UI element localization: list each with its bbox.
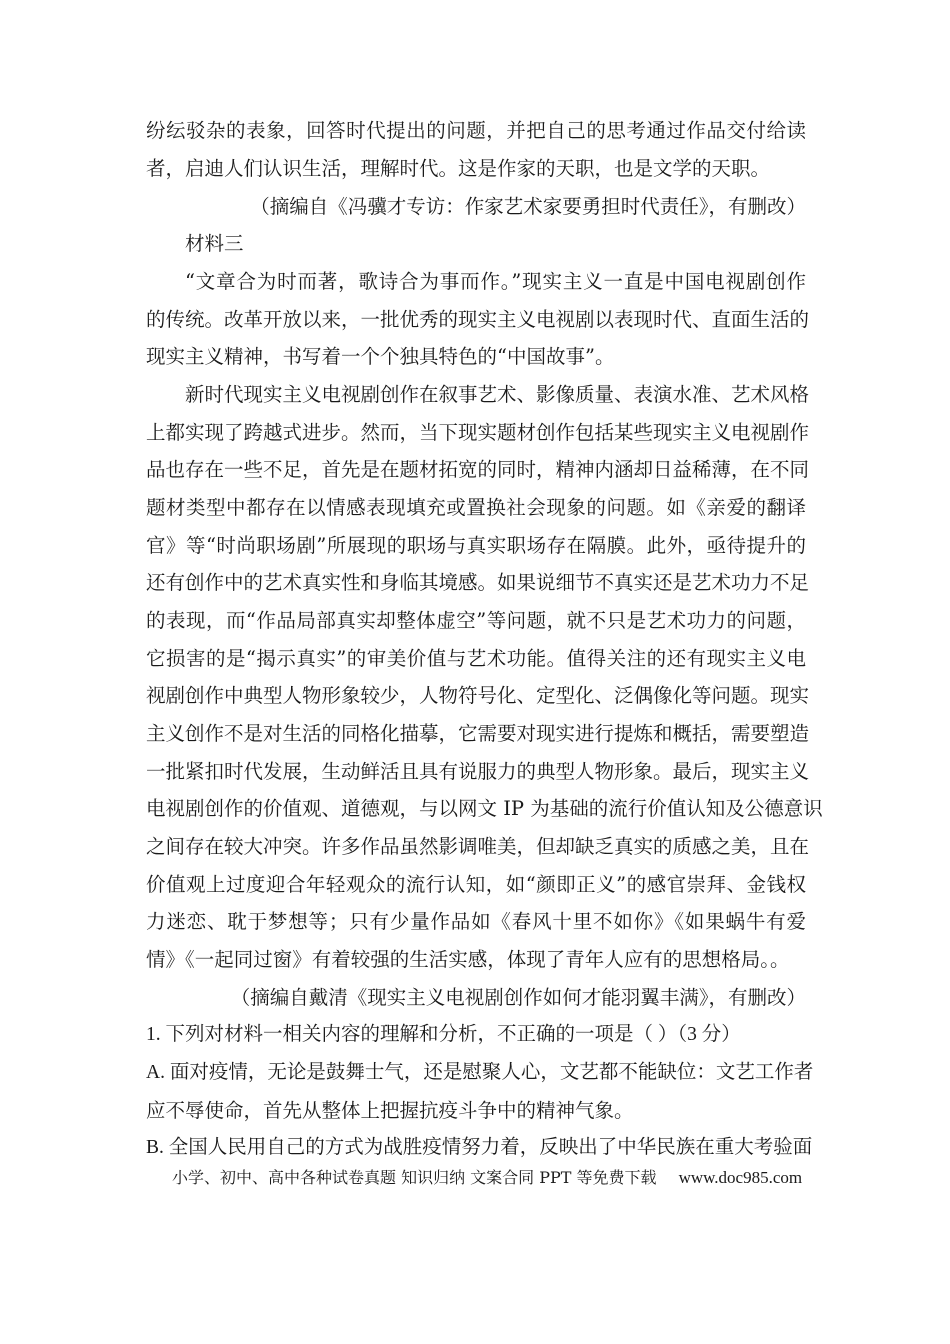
text-line: 还有创作中的艺术真实性和身临其境感。如果说细节不真实还是艺术功力不足 <box>146 571 810 594</box>
page-footer <box>172 1167 802 1189</box>
text-line: 现实主义精神，书写着一个个独具特色的“中国故事”。 <box>146 345 615 368</box>
option-b: B. 全国人民用自己的方式为战胜疫情努力着，反映出了中华民族在重大考验面 <box>146 1137 813 1158</box>
text-line: 价值观上过度迎合年轻观众的流行认知，如“颜即正义”的感官崇拜、金钱权 <box>146 873 806 896</box>
section-heading: 材料三 <box>185 232 244 255</box>
text-line: 视剧创作中典型人物形象较少，人物符号化、定型化、泛偶像化等问题。现实 <box>146 684 810 707</box>
text-line: 新时代现实主义电视剧创作在叙事艺术、影像质量、表演水准、艺术风格 <box>185 383 810 406</box>
text-line: 一批紧扣时代发展，生动鲜活且具有说服力的典型人物形象。最后，现实主义 <box>146 760 810 783</box>
text-line: 力迷恋、耽于梦想等；只有少量作品如《春风十里不如你》《如果蜗牛有爱 <box>146 910 806 933</box>
source-citation: （摘编自《冯骥才专访：作家艺术家要勇担时代责任》，有删改） <box>250 195 806 218</box>
footer-text: 小学、初中、高中各种试卷真题 知识归纳 文案合同 PPT 等免费下载 <box>172 1168 657 1187</box>
text-line: 情》《一起同过窗》有着较强的生活实感，体现了青年人应有的思想格局。。 <box>146 948 790 971</box>
text-line: 纷纭驳杂的表象，回答时代提出的问题，并把自己的思考通过作品交付给读 <box>146 119 806 142</box>
text-line: 品也存在一些不足，首先是在题材拓宽的同时，精神内涵却日益稀薄，在不同 <box>146 458 810 481</box>
question-stem: 1. 下列对材料一相关内容的理解和分析，不正确的一项是（ ）（3 分） <box>146 1024 741 1045</box>
footer-url[interactable]: www.doc985.com <box>678 1168 803 1187</box>
text-line: “文章合为时而著，歌诗合为事而作。”现实主义一直是中国电视剧创作 <box>185 270 806 293</box>
text-line: 题材类型中都存在以情感表现填充或置换社会现象的问题。如《亲爱的翻译 <box>146 496 806 519</box>
text-line: 官》等“时尚职场剧”所展现的职场与真实职场存在隔膜。此外，亟待提升的 <box>146 534 806 557</box>
text-line: 之间存在较大冲突。许多作品虽然影调唯美，但却缺乏真实的质感之美，且在 <box>146 835 810 858</box>
text-line: 的表现，而“作品局部真实却整体虚空”等问题，就不只是艺术功力的问题， <box>146 609 806 632</box>
text-line: 电视剧创作的价值观、道德观，与以网文 IP 为基础的流行价值认知及公德意识 <box>146 797 823 820</box>
source-citation: （摘编自戴清《现实主义电视剧创作如何才能羽翼丰满》，有删改） <box>230 986 806 1009</box>
option-a-continuation: 应不辱使命，首先从整体上把握抗疫斗争中的精神气象。 <box>146 1099 634 1122</box>
text-line: 者，启迪人们认识生活，理解时代。这是作家的天职，也是文学的天职。 <box>146 157 771 180</box>
option-a: A. 面对疫情，无论是鼓舞士气，还是慰聚人心，文艺都不能缺位：文艺工作者 <box>146 1062 814 1083</box>
text-line: 它损害的是“揭示真实”的审美价值与艺术功能。值得关注的还有现实主义电 <box>146 647 806 670</box>
text-line: 主义创作不是对生活的同格化描摹，它需要对现实进行提炼和概括，需要塑造 <box>146 722 810 745</box>
text-line: 上都实现了跨越式进步。然而，当下现实题材创作包括某些现实主义电视剧作 <box>146 421 810 444</box>
text-line: 的传统。改革开放以来，一批优秀的现实主义电视剧以表现时代、直面生活的 <box>146 308 810 331</box>
